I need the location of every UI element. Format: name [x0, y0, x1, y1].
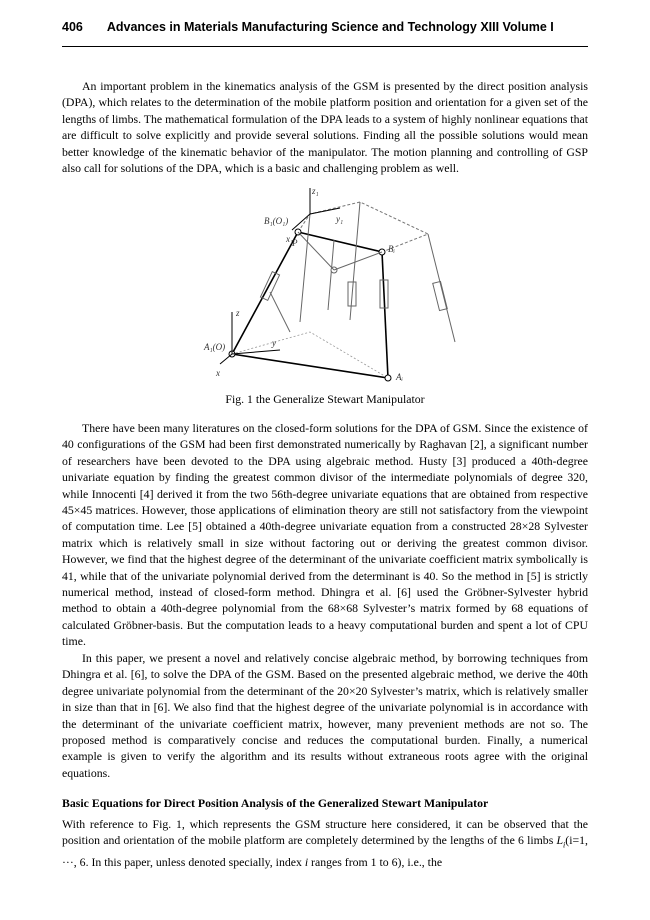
header-rule — [62, 46, 588, 47]
index-symbol: i — [304, 855, 309, 870]
label-z: z — [236, 308, 240, 318]
leg-3 — [300, 214, 310, 322]
axis-x — [220, 354, 232, 364]
label-p: P — [292, 238, 298, 248]
paragraph-present: In this paper, we present a novel and relatively concise algebraic method, by borrowing techniques from Dhingra et al. [6], to solve the DPA of the GSM. Based on the presented algebraic method, we derive the 40th degree univariate polynomial from the determinant of the 20×20 Sylvester’s matrix, which is relatively smaller in size than that in [6]. We also find that the highest degree of the univariate polynomial is in accordance with the determinant of the univariate coefficient matrix, however, many prevenient methods are not so. The proposed method is comparatively concise and reduces the computational burden. Finally, a numerical example is given to verify the algorithm and its results without extraneous roots agree with the original equations. — [62, 651, 588, 780]
paragraph-intro: An important problem in the kinematics analysis of the GSM is presented by the direct position analysis (DPA), which relates to the determination of the mobile platform position and orientation for a given set of the lengths of limbs. The mathematical formulation of the DPA leads to a system of highly nonlinear equations that are difficult to solve explicitly and provide several solutions. Finding all the possible solutions would mean better knowledge of the kinematic behavior of the manipulator. The motion planning and controlling of GSP also call for solutions of the DPA, which is a basic and challenging problem as well. — [62, 79, 588, 176]
figure-stewart-manipulator — [200, 182, 460, 382]
base-edge — [232, 354, 388, 378]
leg-6 — [328, 240, 334, 310]
leg-2 — [270, 292, 290, 332]
joint-ai — [385, 375, 391, 381]
mobile-platform — [298, 202, 428, 252]
lead-text: With reference to Fig. 1, which represents the GSM structure here considered, it can be observed that the position and orientation of the mobile platform are completely determined by the lengths of the 6 limbs — [62, 817, 588, 848]
actuator — [433, 281, 448, 310]
label-x1: x₁ — [286, 234, 294, 244]
running-header — [62, 20, 588, 44]
limb-index: (i=1, ···, 6. In this paper, unless denoted specially, index — [62, 833, 588, 870]
platform-edge — [298, 232, 382, 252]
label-a1: A₁(O) — [204, 342, 226, 352]
link — [334, 252, 382, 270]
axis-y — [232, 350, 280, 354]
lead-tail: ranges from 1 to 6), i.e., the — [308, 855, 443, 870]
label-x: x — [216, 368, 220, 378]
manipulator-diagram — [200, 182, 460, 382]
label-y: y — [272, 338, 276, 348]
leg-1 — [232, 232, 298, 354]
label-ai: Aᵢ — [396, 372, 403, 382]
page-number: 406 — [62, 20, 83, 34]
journal-title: Advances in Materials Manufacturing Science and Technology XIII Volume I — [106, 20, 554, 34]
base-outline — [232, 332, 388, 378]
paragraph-section-lead — [62, 816, 588, 871]
limb-symbol: L — [556, 833, 564, 848]
figure-caption: Fig. 1 the Generalize Stewart Manipulator — [225, 392, 425, 406]
label-bi: Bᵢ — [388, 244, 395, 254]
label-y1: y₁ — [336, 214, 344, 224]
leg-5 — [428, 234, 455, 342]
section-heading: Basic Equations for Direct Position Analysis of the Generalized Stewart Manipulator — [62, 796, 489, 810]
paragraph-literature: There have been many literatures on the closed-form solutions for the DPA of GSM. Since the existence of 40 configurations of the GSM had been first demonstrated numerically by Raghavan [2], a significant number of researchers have been devoted to the DPA using algebraic method. Husty [3] produced a 40th-degree univariate equation by finding the greatest common divisor of the intermediate polynomials of degree 320, while Innocenti [4] derived it from the two 56th-degree univariate equations that are obtained from respective 45×45 matrices. However, those applications of elimination theory are still not satisfactory from the viewpoint of computation time. Lee [5] obtained a 40th-degree univariate equation from a constructed 28×28 Sylvester matrix which is relatively small in size without factoring out or deriving the greatest common divisor. However, we find that the highest degree of the determinant of the univariate coefficient matrix symbolically is 41, while that of the univariate polynomial derived from the determinant is 40. So the method in [5] is strictly numerical method, instead of closed-form method. Dhingra et al. [6] used the Gröbner-Sylvester hybrid method to obtain a 40th-degree polynomial from the 68×68 Sylvester’s matrix formed by 68 equations of calculated Gröbner-basis. But the computation leads to a heavy computational burden and spent a lot of CPU time. — [62, 421, 588, 649]
link — [298, 232, 334, 270]
label-b1: B₁(O₁) — [264, 216, 289, 226]
label-z1: z₁ — [312, 186, 319, 196]
leg-i — [382, 252, 388, 378]
limb-subscript: i — [563, 840, 566, 850]
